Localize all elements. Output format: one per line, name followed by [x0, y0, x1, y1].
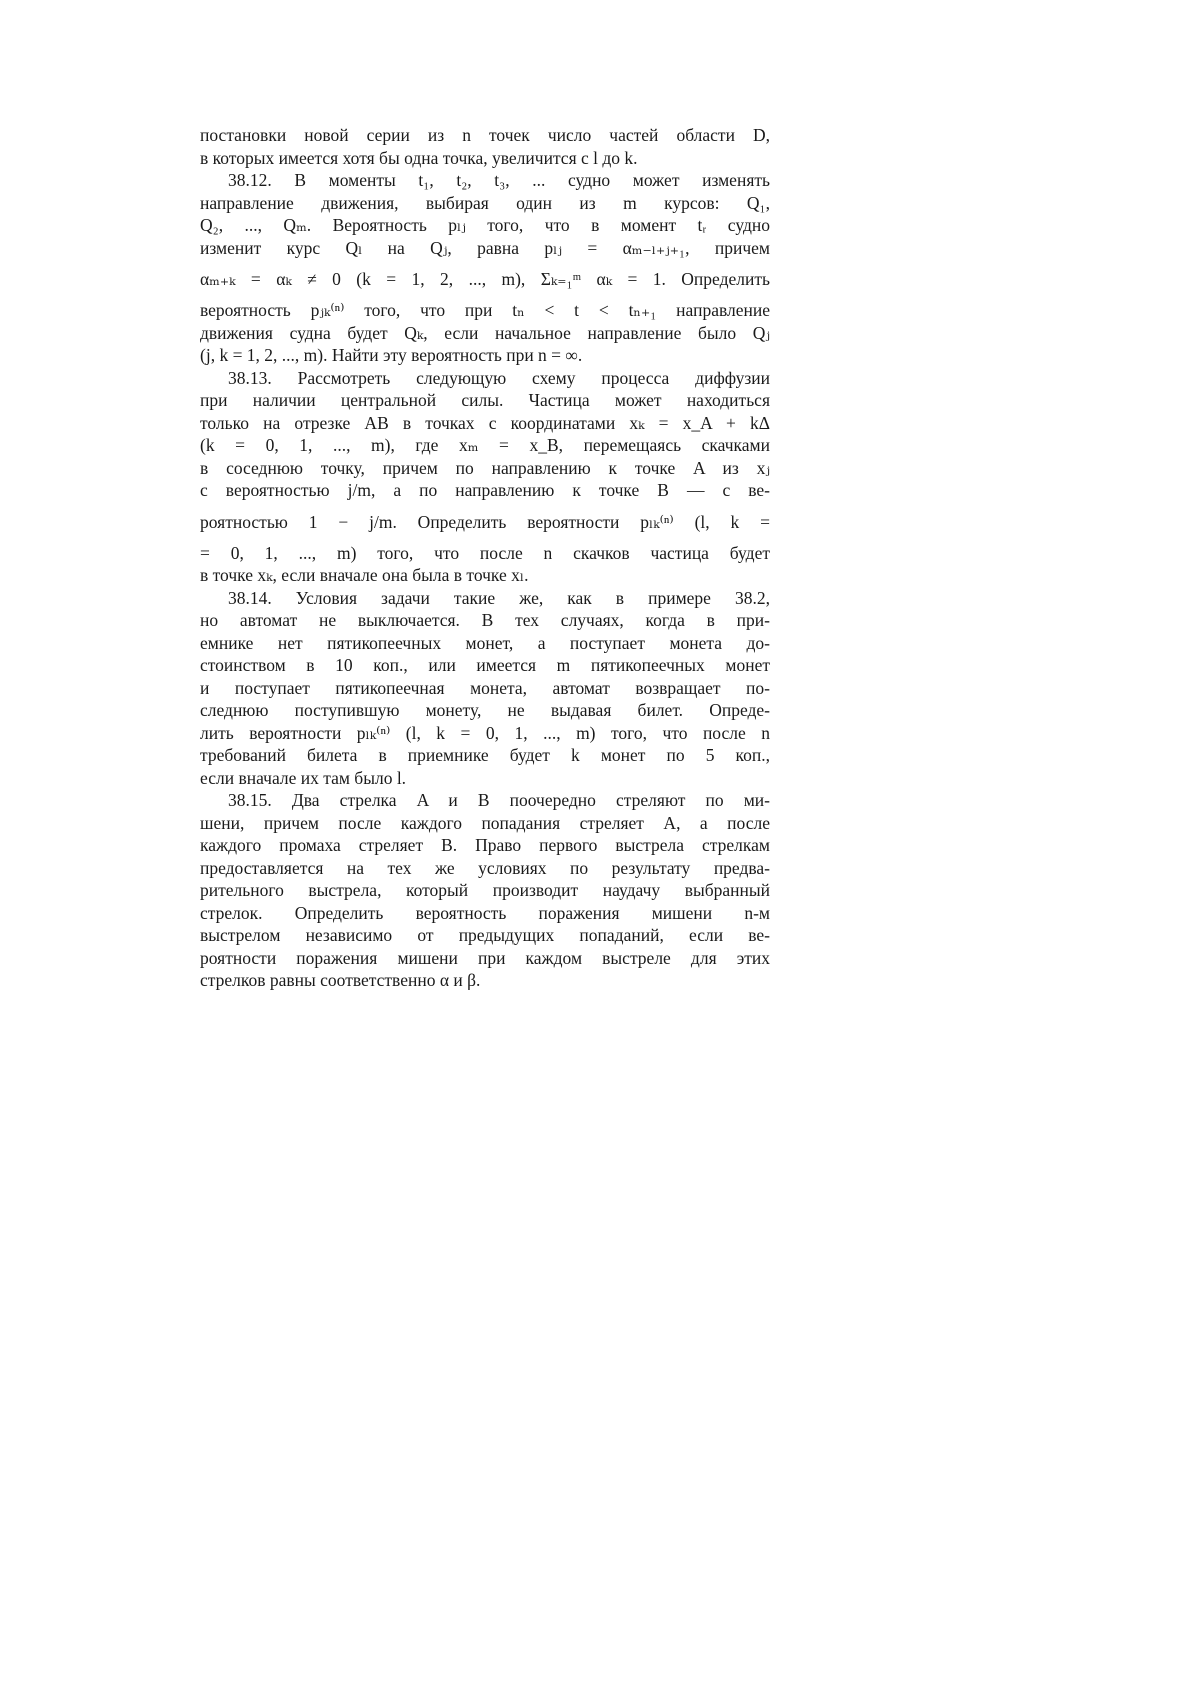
- text-line: если вначале их там было l.: [200, 767, 407, 788]
- text-line: но автомат не выключается. В тех случаях, когда в при-: [200, 610, 770, 630]
- text-line: каждого промаха стреляет B. Право первого выстрела стрелкам: [200, 835, 770, 855]
- text-line: шени, причем после каждого попадания стреляет A, а после: [200, 812, 770, 833]
- text-line: 38.15. Два стрелка A и B поочередно стреляют по ми-: [228, 790, 770, 810]
- text-line: рительного выстрела, который производит наудачу выбранный: [200, 880, 770, 900]
- text-line: вероятность pⱼₖ⁽ⁿ⁾ того, что при tₙ < t < tₙ₊₁ направление: [200, 300, 770, 320]
- text-line: Q₂, ..., Qₘ. Вероятность pₗⱼ того, что в момент tᵣ судно: [200, 215, 770, 235]
- text-line: стоинством в 10 коп., или имеется m пятикопеечных монет: [200, 655, 770, 675]
- text-line: в которых имеется хотя бы одна точка, увеличится с l до k.: [200, 147, 638, 168]
- text-line: (j, k = 1, 2, ..., m). Найти эту вероятность при n = ∞.: [200, 345, 583, 365]
- text-line: роятностью 1 − j/m. Определить вероятности pₗₖ⁽ⁿ⁾ (l, k =: [200, 511, 770, 532]
- text-line: 38.14. Условия задачи такие же, как в примере 38.2,: [228, 587, 770, 608]
- text-line: требований билета в приемнике будет k монет по 5 коп.,: [200, 745, 770, 765]
- text-line: только на отрезке AB в точках с координатами xₖ = x_A + kΔ: [200, 412, 770, 433]
- text-line: и поступает пятикопеечная монета, автомат возвращает по-: [200, 677, 770, 698]
- text-line: направление движения, выбирая один из m курсов: Q₁,: [200, 192, 770, 213]
- text-line: роятности поражения мишени при каждом выстреле для этих: [200, 947, 770, 968]
- text-line: = 0, 1, ..., m) того, что после n скачков частица будет: [200, 542, 770, 563]
- problem-text-block: [200, 124, 770, 992]
- text-line: изменит курс Qₗ на Qⱼ, равна pₗⱼ = αₘ₋ₗ₊ⱼ₊₁, причем: [200, 237, 770, 258]
- text-line: постановки новой серии из n точек число частей области D,: [200, 125, 770, 145]
- text-line: αₘ₊ₖ = αₖ ≠ 0 (k = 1, 2, ..., m), Σₖ₌₁ᵐ αₖ = 1. Определить: [200, 269, 770, 289]
- text-line: движения судна будет Qₖ, если начальное направление было Qⱼ: [200, 322, 770, 343]
- text-line: стрелок. Определить вероятность поражения мишени n-м: [200, 902, 770, 923]
- text-line: 38.12. В моменты t₁, t₂, t₃, ... судно может изменять: [228, 170, 770, 190]
- text-line: (k = 0, 1, ..., m), где xₘ = x_B, перемещаясь скачками: [200, 435, 770, 455]
- text-line: следнюю поступившую монету, не выдавая билет. Опреде-: [200, 700, 770, 720]
- text-line: 38.13. Рассмотреть следующую схему процесса диффузии: [228, 367, 770, 388]
- text-line: предоставляется на тех же условиях по результату предва-: [200, 857, 770, 878]
- text-line: в точке xₖ, если вначале она была в точке xₗ.: [200, 565, 529, 585]
- text-line: с вероятностью j/m, а по направлению к точке B — с ве-: [200, 480, 770, 500]
- text-line: стрелков равны соответственно α и β.: [200, 970, 481, 990]
- text-line: при наличии центральной силы. Частица может находиться: [200, 390, 770, 410]
- text-line: емнике нет пятикопеечных монет, а поступает монета до-: [200, 632, 770, 653]
- text-line: лить вероятности pₗₖ⁽ⁿ⁾ (l, k = 0, 1, ..., m) того, что после n: [200, 722, 770, 743]
- text-line: в соседнюю точку, причем по направлению к точке A из xⱼ: [200, 457, 770, 478]
- text-line: выстрелом независимо от предыдущих попаданий, если ве-: [200, 925, 770, 945]
